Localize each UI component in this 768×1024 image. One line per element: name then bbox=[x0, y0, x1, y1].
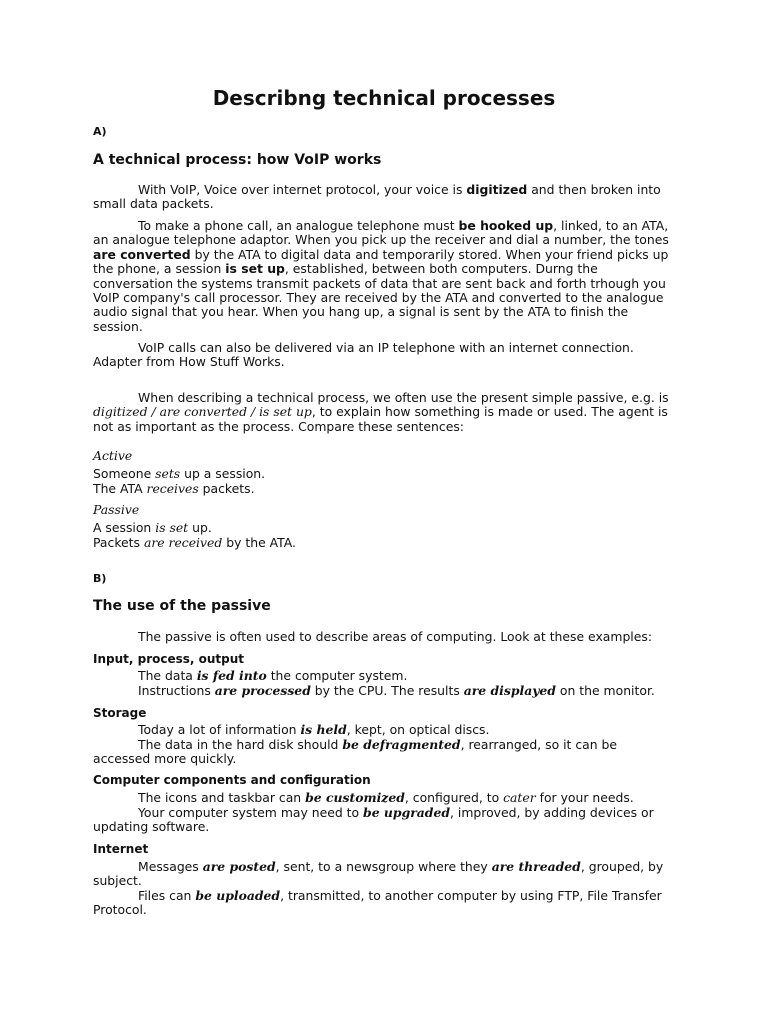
internet-example-1: Messages are posted, sent, to a newsgroup where they are threaded, grouped, by subject. bbox=[93, 859, 664, 889]
passive-label: Passive bbox=[93, 502, 140, 517]
section-a-heading: A technical process: how VoIP works bbox=[93, 152, 382, 168]
subheading-internet: Internet bbox=[93, 842, 149, 856]
section-a-label: A) bbox=[93, 125, 107, 138]
passive-example-2: Packets are received by the ATA. bbox=[93, 535, 296, 550]
active-example-1: Someone sets up a session. bbox=[93, 466, 266, 481]
storage-example-2: The data in the hard disk should be defragmented, rearranged, so it can be accessed more quickly. bbox=[93, 737, 618, 767]
active-example-2: The ATA receives packets. bbox=[93, 481, 255, 496]
section-b-heading: The use of the passive bbox=[93, 598, 271, 614]
ipo-example-1: The data is fed into the computer system. bbox=[138, 668, 408, 683]
paragraph-intro: With VoIP, Voice over internet protocol, your voice is digitized and then broken into small data packets. bbox=[93, 182, 661, 212]
source-note: Adapter from How Stuff Works. bbox=[93, 354, 285, 370]
subheading-components: Computer components and configuration bbox=[93, 773, 371, 787]
active-label: Active bbox=[93, 448, 133, 463]
ipo-example-2: Instructions are processed by the CPU. The results are displayed on the monitor. bbox=[138, 683, 655, 698]
section-b-label: B) bbox=[93, 572, 107, 585]
page-title: Describng technical processes bbox=[212, 86, 556, 110]
storage-example-1: Today a lot of information is held, kept, on optical discs. bbox=[138, 722, 490, 737]
paragraph-passive-intro: The passive is often used to describe areas of computing. Look at these examples: bbox=[138, 629, 653, 644]
components-example-2: Your computer system may need to be upgraded, improved, by adding devices or updating software. bbox=[93, 805, 654, 835]
components-example-1: The icons and taskbar can be customized, configured, to cater for your needs. bbox=[138, 790, 634, 805]
internet-example-2: Files can be uploaded, transmitted, to another computer by using FTP, File Transfer Protocol. bbox=[93, 888, 662, 918]
paragraph-ip-telephone: VoIP calls can also be delivered via an IP telephone with an internet connection. Adapter from How Stuff Works. bbox=[93, 340, 634, 370]
subheading-input-process-output: Input, process, output bbox=[93, 652, 245, 666]
paragraph-passive-explanation: When describing a technical process, we often use the present simple passive, e.g. is digitized / are converted / is set up, to explain how something is made or used. The agent is not as important as the process. Compare these sentences: bbox=[93, 390, 669, 434]
subheading-storage: Storage bbox=[93, 706, 147, 720]
paragraph-phone-call: To make a phone call, an analogue telephone must be hooked up, linked, to an ATA, an analogue telephone adaptor. When you pick up the receiver and dial a number, the tones are converted by the ATA to digital data and temporarily stored. When your friend picks up the phone, a session is set up, established, between both computers. Durng the conversation the systems transmit packets of data that are sent back and forth trhough you VoIP company's call processor. They are received by the ATA and converted to the analogue audio signal that you hear. When you hang up, a signal is sent by the ATA to finish the session. bbox=[93, 218, 669, 334]
passive-example-1: A session is set up. bbox=[93, 520, 212, 535]
